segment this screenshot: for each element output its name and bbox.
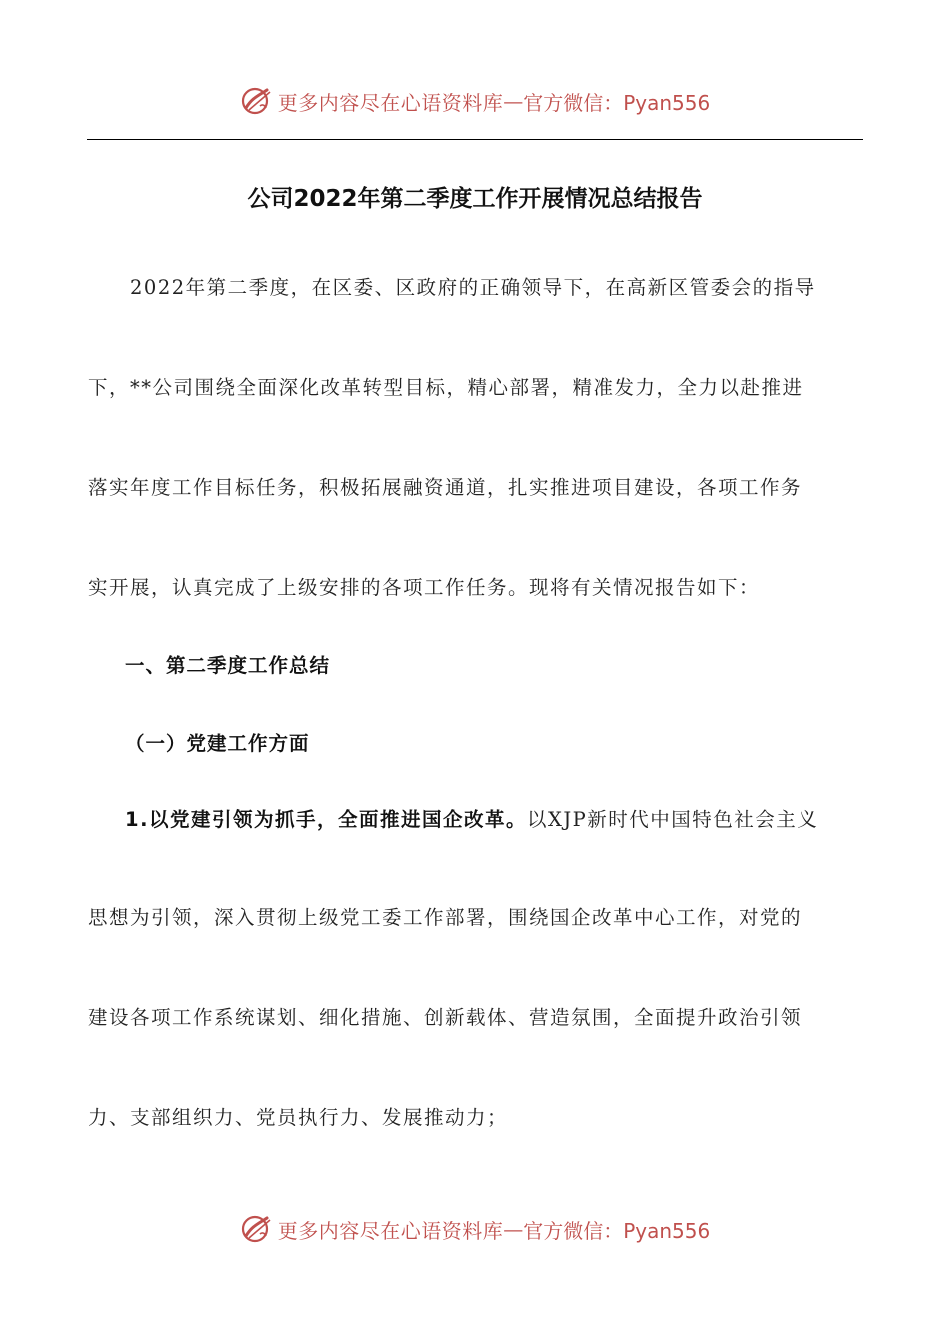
header-divider — [87, 139, 863, 140]
item-1-line-4: 力、支部组织力、党员执行力、发展推动力； — [88, 1106, 509, 1129]
pen-signature-icon — [240, 84, 274, 118]
item-1-line-2: 思想为引领，深入贯彻上级党工委工作部署，围绕国企改革中心工作，对党的 — [88, 906, 803, 929]
subsection-heading: （一）党建工作方面 — [125, 732, 310, 755]
footer-brand-text: 更多内容尽在心语资料库 — [277, 1218, 504, 1243]
item-1-line-1 — [125, 804, 862, 832]
section-heading: 一、第二季度工作总结 — [125, 654, 331, 677]
intro-line-4: 实开展，认真完成了上级安排的各项工作任务。现将有关情况报告如下： — [88, 576, 761, 599]
item-1-line-3: 建设各项工作系统谋划、细化措施、创新载体、营造氛围，全面提升政治引领 — [88, 1006, 803, 1029]
wechat-text: 官方微信：Pyan556 — [523, 90, 711, 115]
intro-line-2: 下，**公司围绕全面深化改革转型目标，精心部署，精准发力，全力以赴推进 — [88, 376, 804, 399]
pen-signature-icon — [240, 1212, 274, 1246]
intro-line-3: 落实年度工作目标任务，积极拓展融资通道，扎实推进项目建设，各项工作务 — [88, 476, 803, 499]
header-watermark — [0, 84, 950, 118]
document-title: 公司2022年第二季度工作开展情况总结报告 — [247, 186, 703, 212]
footer-brand-separator: — — [503, 1217, 524, 1241]
intro-line-1: 2022年第二季度，在区委、区政府的正确领导下，在高新区管委会的指导 — [88, 276, 816, 299]
footer-wechat-text: 官方微信：Pyan556 — [523, 1218, 711, 1243]
item-1-text: 以XJP新时代中国特色社会主义 — [526, 808, 819, 831]
footer-watermark — [0, 1212, 950, 1246]
brand-separator: — — [503, 89, 524, 113]
item-1-bold-lead: 1.以党建引领为抓手，全面推进国企改革。 — [125, 808, 527, 831]
brand-text: 更多内容尽在心语资料库 — [277, 90, 504, 115]
